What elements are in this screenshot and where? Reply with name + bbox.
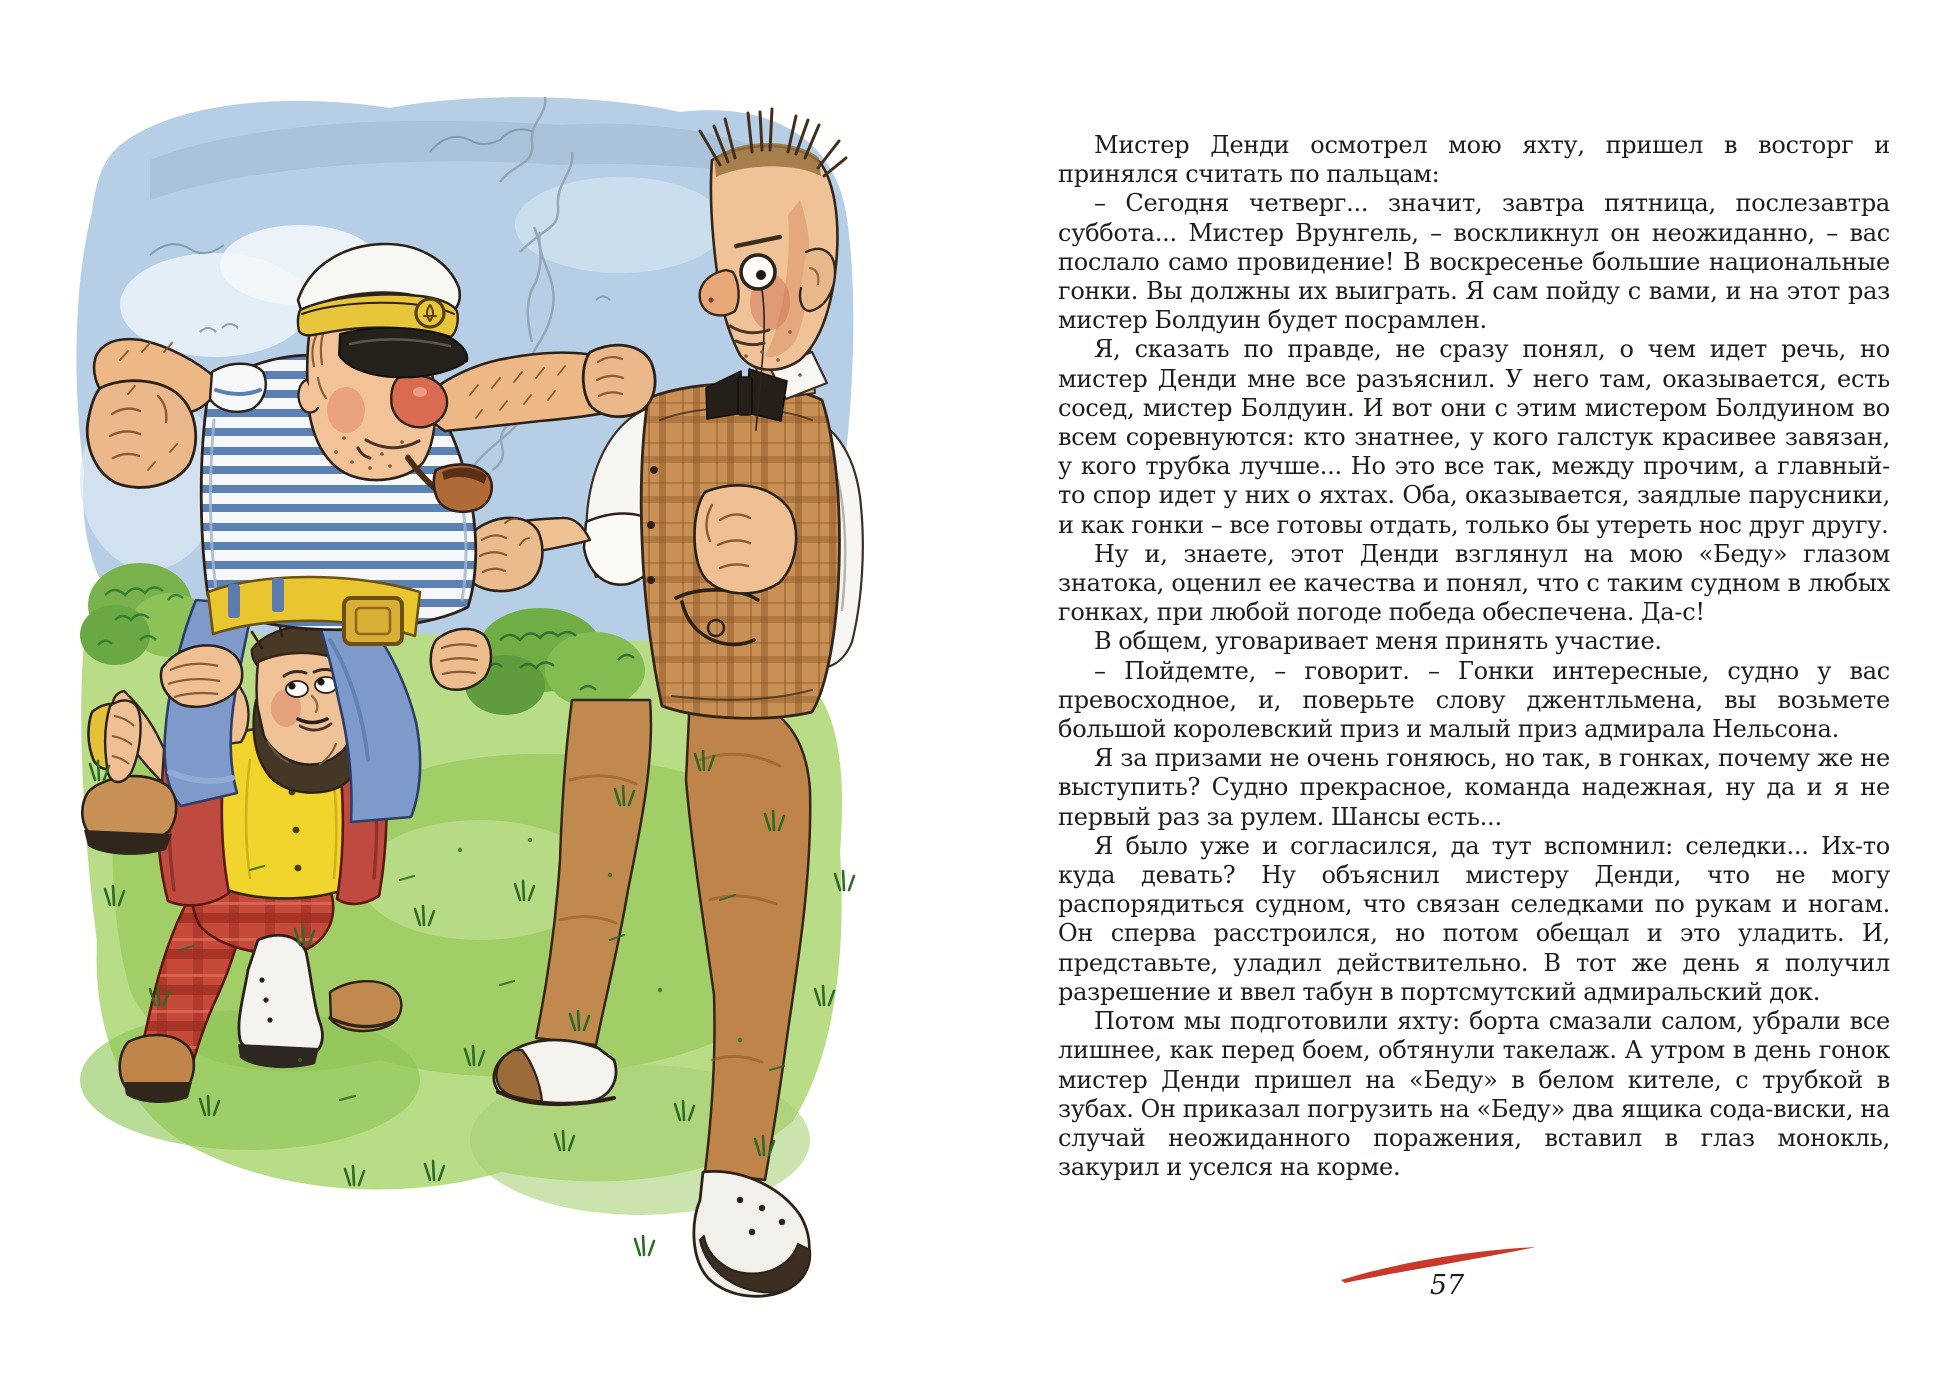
paragraph: Я, сказать по правде, не сразу понял, о чем идет речь, но мистер Денди мне все разъяснил. У него там, оказывается, есть сосед, мистер Болдуин. И вот они с этим мистером Болдуином во всем соревнуются: кто знатнее, у кого галстук красивее завязан, у кого трубка лучше... Но это все так, между прочим, а главный-то спор идет у них о яхтах. Оба, оказывается, заядлые парусники, и как гонки – все готовы отдать, только бы утереть нос друг другу. xyxy=(1058,335,1890,539)
paragraph: – Пойдемте, – говорит. – Гонки интересные, судно у вас превосходное, и, поверьте слову джентльмена, вы возьмете большой королевский приз и малый приз адмирала Нельсона. xyxy=(1058,656,1890,744)
paragraph: Мистер Денди осмотрел мою яхту, пришел в восторг и принялся считать по пальцам: xyxy=(1058,131,1890,189)
book-illustration xyxy=(55,85,870,1335)
page-number: 57 xyxy=(1429,1270,1465,1301)
text-column xyxy=(1058,131,1890,1182)
paragraph: – Сегодня четверг... значит, завтра пятница, послезавтра суббота... Мистер Врунгель, – воскликнул он неожиданно, – вас послало само провидение! В воскресенье большие национальные гонки. Вы должны их выиграть. Я сам пойду с вами, и на этот раз мистер Болдуин будет посрамлен. xyxy=(1058,189,1890,335)
paragraph: Потом мы подготовили яхту: борта смазали салом, убрали все лишнее, как перед боем, обтянули такелаж. А утром в день гонок мистер Денди пришел на «Беду» в белом кителе, с трубкой в зубах. Он приказал погрузить на «Беду» два ящика сода-виски, на случай неожиданного поражения, вставил в глаз монокль, закурил и уселся на корме. xyxy=(1058,1007,1890,1182)
cap-emblem xyxy=(416,299,444,327)
paragraph: Ну и, знаете, этот Денди взглянул на мою «Беду» глазом знатока, оценил ее качества и понял, что с таким судном в любых гонках, при любой погоде победа обеспечена. Да-с! xyxy=(1058,539,1890,627)
paragraph: Я за призами не очень гоняюсь, но так, в гонках, почему же не выступить? Судно прекрасное, команда надежная, ну да и я не первый раз за рулем. Шансы есть... xyxy=(1058,744,1890,831)
paragraph: В общем, уговаривает меня принять участие. xyxy=(1094,627,1662,656)
paragraph: Я было уже и согласился, да тут вспомнил: селедки... Их-то куда девать? Ну объяснил мистеру Денди, что не могу распорядиться судном, что связан селедками по рукам и ногам. Он сперва расстроился, но потом обещал и это уладить. И, представьте, уладил действительно. В тот же день я получил разрешение и ввел табун в портсмутский адмиральский док. xyxy=(1058,831,1890,1006)
